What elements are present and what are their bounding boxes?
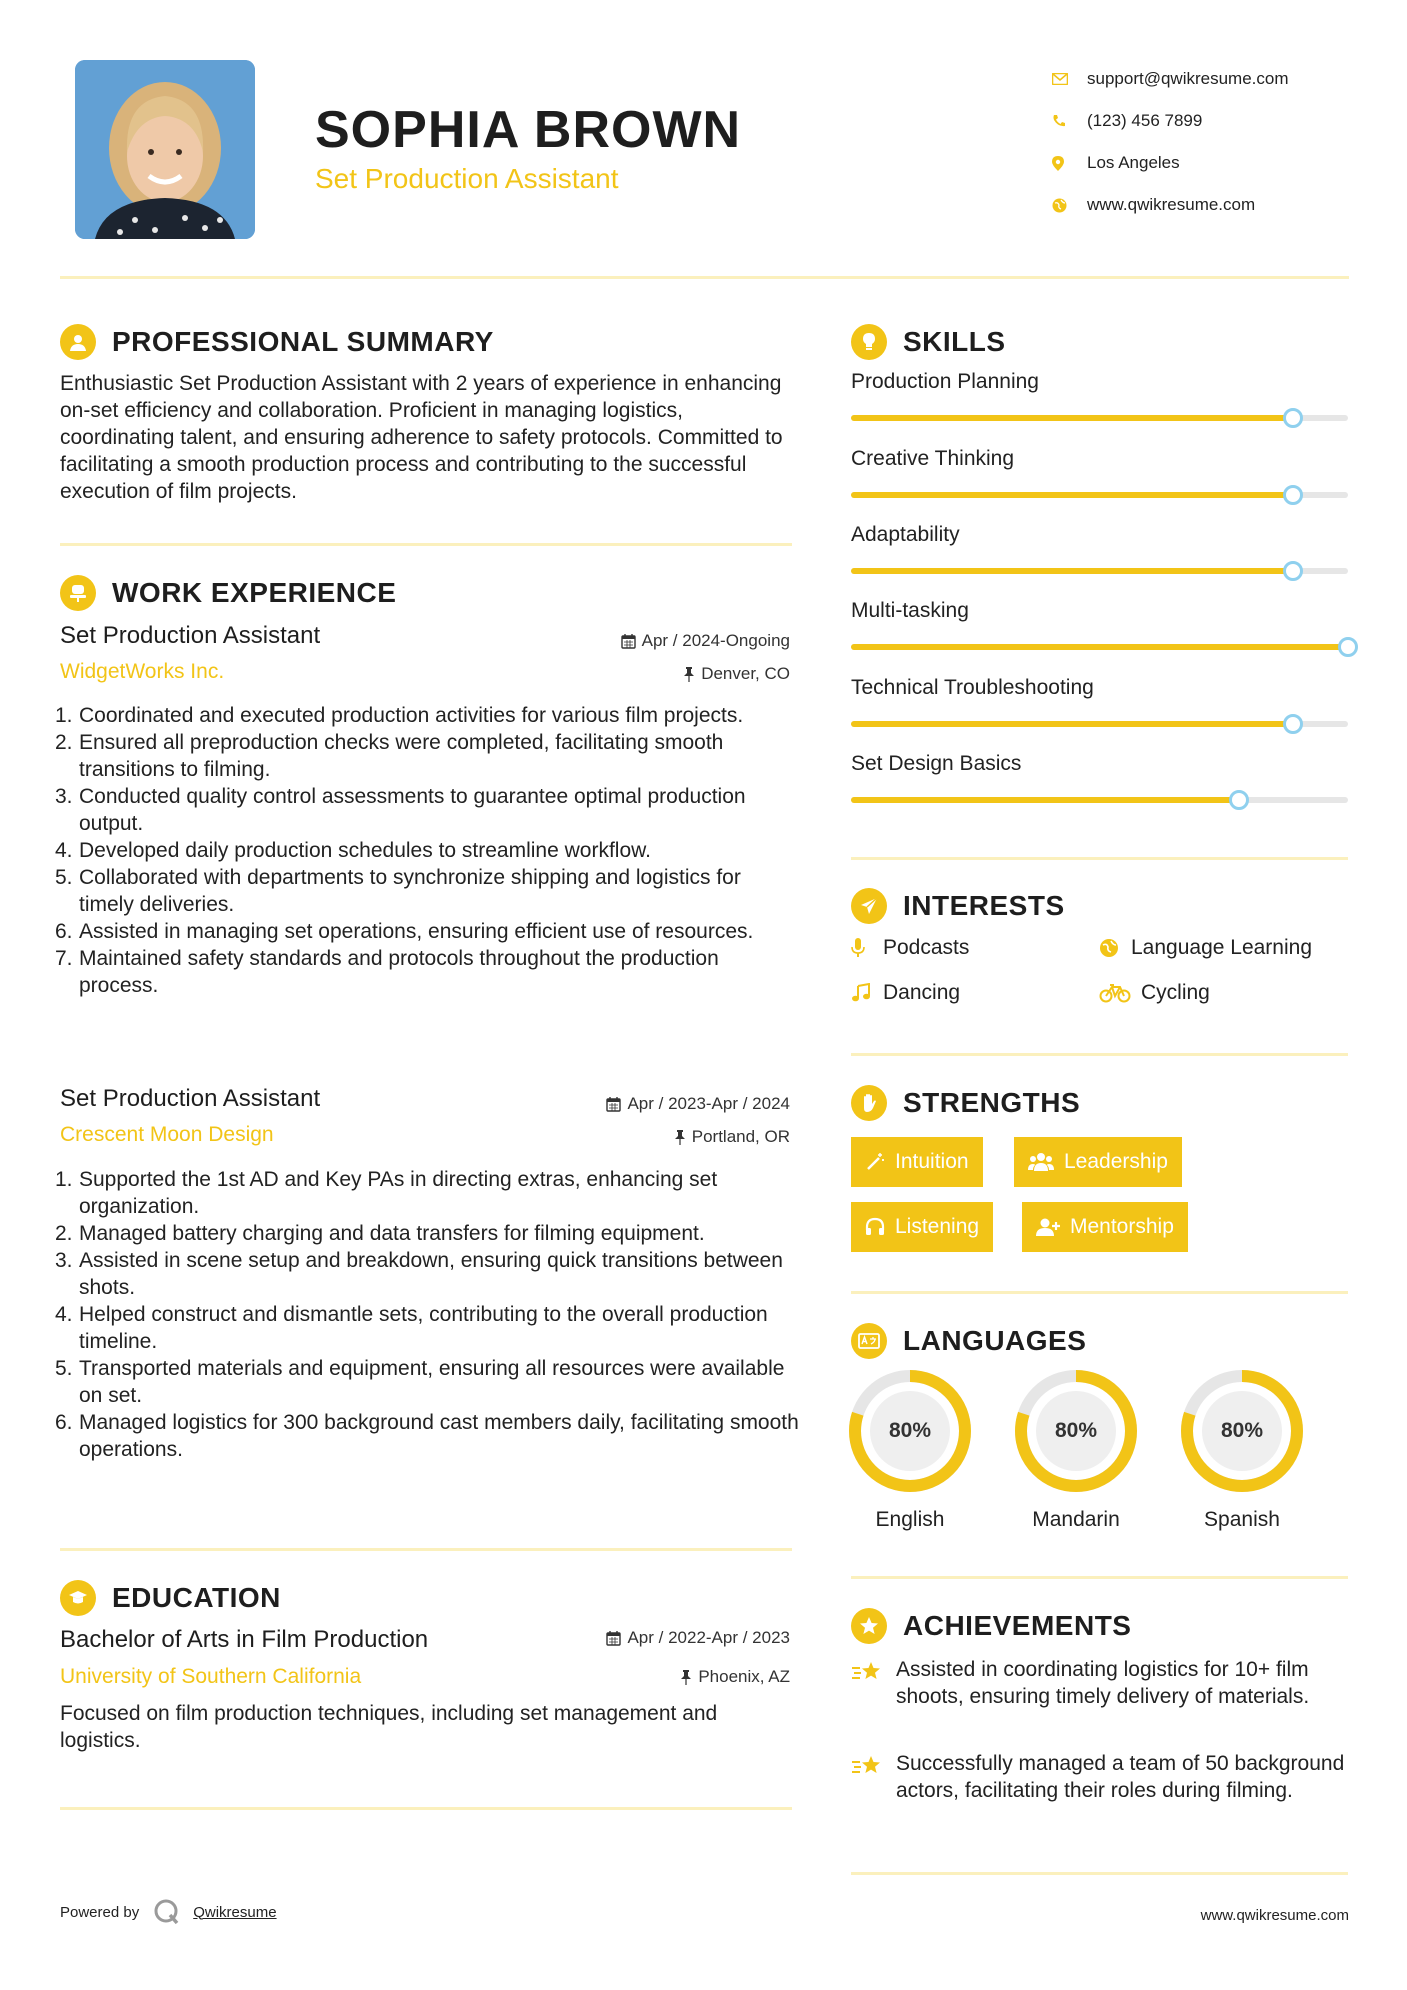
language-item — [849, 1370, 971, 1531]
skill-track — [851, 644, 1348, 650]
language-name: Mandarin — [1032, 1508, 1120, 1531]
contact-location — [1052, 142, 1392, 184]
education-divider — [60, 1807, 792, 1810]
contact-email — [1052, 58, 1392, 100]
skill-knob — [1338, 637, 1358, 657]
job-duties-list — [55, 1166, 800, 1463]
job-location-text: Portland, OR — [691, 1127, 790, 1146]
skill-track — [851, 797, 1348, 803]
interest-name: Dancing — [883, 981, 961, 1004]
achievements-title: ACHIEVEMENTS — [903, 1610, 1132, 1641]
candidate-role: Set Production Assistant — [315, 163, 619, 194]
skill-item — [851, 752, 1351, 776]
globe-icon — [1052, 198, 1087, 213]
interest-item — [1099, 981, 1210, 1005]
shooting-star-icon — [851, 1750, 896, 1804]
skill-item — [851, 676, 1351, 700]
calendar-icon — [606, 1097, 621, 1112]
magic-wand-icon — [865, 1152, 885, 1172]
skill-track — [851, 568, 1348, 574]
list-item: 2. Ensured all preproduction checks were completed, facilitating smooth transitions to filming. — [55, 731, 724, 781]
language-percent: 80% — [1220, 1419, 1264, 1442]
education-description: Focused on film production techniques, including set management and logistics. — [60, 1702, 718, 1752]
website-text: www.qwikresume.com — [1087, 195, 1256, 214]
skill-name: Technical Troubleshooting — [851, 676, 1094, 699]
skill-item — [851, 447, 1351, 471]
headphones-icon — [865, 1217, 885, 1237]
strength-label: Listening — [895, 1215, 980, 1238]
globe-icon — [1099, 938, 1131, 958]
language-name: English — [875, 1508, 945, 1531]
education-title: EDUCATION — [112, 1582, 281, 1613]
interest-name: Language Learning — [1131, 936, 1313, 959]
contact-block — [1052, 58, 1392, 226]
music-note-icon — [851, 983, 883, 1003]
skill-name: Creative Thinking — [851, 447, 1015, 470]
list-item: 6. Managed logistics for 300 background cast members daily, facilitating smooth operations. — [55, 1411, 799, 1461]
envelope-icon — [1052, 73, 1087, 85]
list-item: 1. Coordinated and executed production activities for various film projects. — [55, 704, 744, 727]
strengths-title: STRENGTHS — [903, 1087, 1081, 1118]
phone-icon — [1052, 114, 1087, 128]
users-icon — [1028, 1152, 1054, 1172]
strength-chip — [1022, 1202, 1188, 1252]
skill-name: Set Design Basics — [851, 752, 1022, 775]
skill-knob — [1283, 408, 1303, 428]
experience-divider — [60, 1548, 792, 1551]
skill-fill — [851, 797, 1239, 803]
skill-item — [851, 370, 1351, 394]
education-dates — [606, 1628, 790, 1648]
skill-track — [851, 721, 1348, 727]
job-dates — [606, 1094, 790, 1114]
skill-name: Multi-tasking — [851, 599, 969, 622]
header-divider — [60, 276, 1349, 279]
brand-link[interactable]: Qwikresume — [193, 1903, 277, 1921]
strength-chip — [1014, 1137, 1182, 1187]
summary-header — [60, 324, 494, 360]
phone-text: (123) 456 7899 — [1087, 111, 1203, 130]
user-plus-icon — [1036, 1217, 1060, 1237]
achievement-text: Successfully managed a team of 50 background actors, facilitating their roles during filming. — [896, 1752, 1345, 1802]
degree-name: Bachelor of Arts in Film Production — [60, 1626, 429, 1653]
list-item: 4. Developed daily production schedules to streamline workflow. — [55, 839, 651, 862]
experience-header — [60, 575, 396, 611]
skills-header — [851, 324, 1006, 360]
achievements-header — [851, 1608, 1131, 1644]
languages-header — [851, 1323, 1086, 1359]
footer-website[interactable]: www.qwikresume.com — [1200, 1907, 1349, 1924]
summary-text: Enthusiastic Set Production Assistant with 2 years of experience in enhancing on-set efficiency and collaboration. Proficient in managing logistics, coordinating talent, and ensuring adherence to safety protocols. Committed to facilitating a smooth production process and contributing to the successful execution of film projects. — [60, 372, 783, 503]
skill-fill — [851, 721, 1293, 727]
achievements-divider — [851, 1872, 1348, 1875]
language-percent: 80% — [888, 1419, 932, 1442]
hand-icon — [851, 1085, 887, 1121]
bicycle-icon — [1099, 983, 1141, 1003]
strength-chip — [851, 1137, 983, 1187]
graduation-cap-icon — [60, 1580, 96, 1616]
calendar-icon — [621, 634, 636, 649]
skill-item — [851, 523, 1351, 547]
list-item: 3. Conducted quality control assessments to guarantee optimal production output. — [55, 785, 746, 835]
job-location-text: Denver, CO — [701, 664, 790, 683]
list-item: 7. Maintained safety standards and protocols throughout the production process. — [55, 947, 719, 997]
skill-fill — [851, 644, 1348, 650]
skill-fill — [851, 415, 1293, 421]
company-name: WidgetWorks Inc. — [60, 660, 225, 683]
qwikresume-logo-icon — [153, 1898, 181, 1926]
language-item — [1015, 1370, 1137, 1531]
profile-photo — [75, 60, 255, 239]
skill-knob — [1283, 485, 1303, 505]
interest-name: Podcasts — [883, 936, 970, 959]
interests-divider — [851, 1053, 1348, 1056]
star-badge-icon — [851, 1608, 887, 1644]
email-text: support@qwikresume.com — [1087, 69, 1289, 88]
contact-phone — [1052, 100, 1392, 142]
interest-item — [1099, 936, 1312, 960]
job-location — [674, 1127, 790, 1147]
company-name: Crescent Moon Design — [60, 1123, 274, 1146]
education-dates-text: Apr / 2022-Apr / 2023 — [627, 1628, 790, 1647]
job-duties-list — [55, 702, 800, 999]
location-text: Los Angeles — [1087, 153, 1180, 172]
list-item: 4. Helped construct and dismantle sets, contributing to the overall production timeline. — [55, 1303, 768, 1353]
job-location — [683, 664, 790, 684]
strength-label: Mentorship — [1070, 1215, 1174, 1238]
list-item: 1. Supported the 1st AD and Key PAs in directing extras, enhancing set organization. — [55, 1168, 718, 1218]
skill-item — [851, 599, 1351, 623]
job-title: Set Production Assistant — [60, 1085, 321, 1112]
interests-header — [851, 888, 1065, 924]
skill-knob — [1229, 790, 1249, 810]
strength-label: Intuition — [895, 1150, 969, 1173]
language-name: Spanish — [1204, 1508, 1280, 1531]
education-location — [680, 1667, 790, 1687]
job-dates — [621, 631, 790, 651]
language-card-icon — [851, 1323, 887, 1359]
strength-chip — [851, 1202, 993, 1252]
education-header — [60, 1580, 281, 1616]
list-item: 6. Assisted in managing set operations, ensuring efficient use of resources. — [55, 920, 754, 943]
skills-divider — [851, 857, 1348, 860]
strength-label: Leadership — [1064, 1150, 1168, 1173]
skills-title: SKILLS — [903, 326, 1006, 357]
languages-divider — [851, 1576, 1348, 1579]
school-name: University of Southern California — [60, 1665, 362, 1688]
summary-title: PROFESSIONAL SUMMARY — [112, 326, 494, 357]
list-item: 5. Collaborated with departments to synchronize shipping and logistics for timely deliveries. — [55, 866, 741, 916]
strengths-divider — [851, 1291, 1348, 1294]
footer-powered-by — [60, 1898, 277, 1926]
user-icon — [60, 324, 96, 360]
language-percent: 80% — [1054, 1419, 1098, 1442]
achievement-text: Assisted in coordinating logistics for 10+ film shoots, ensuring timely delivery of materials. — [896, 1658, 1310, 1708]
powered-by-text: Powered by — [60, 1903, 140, 1921]
job-dates-text: Apr / 2023-Apr / 2024 — [627, 1094, 790, 1113]
skill-knob — [1283, 714, 1303, 734]
education-location-text: Phoenix, AZ — [698, 1667, 790, 1686]
skill-name: Production Planning — [851, 370, 1039, 393]
skill-track — [851, 415, 1348, 421]
skill-fill — [851, 492, 1293, 498]
summary-divider — [60, 543, 792, 546]
job-title: Set Production Assistant — [60, 622, 321, 649]
pushpin-icon — [680, 1670, 692, 1685]
skill-fill — [851, 568, 1293, 574]
list-item: 5. Transported materials and equipment, ensuring all resources were available on set. — [55, 1357, 785, 1407]
map-pin-icon — [1052, 156, 1087, 171]
lightbulb-icon — [851, 324, 887, 360]
shooting-star-icon — [851, 1656, 896, 1710]
list-item: 2. Managed battery charging and data transfers for filming equipment. — [55, 1222, 705, 1245]
achievement-item — [851, 1750, 1351, 1804]
interests-title: INTERESTS — [903, 890, 1065, 921]
language-item — [1181, 1370, 1303, 1531]
languages-title: LANGUAGES — [903, 1325, 1087, 1356]
job-dates-text: Apr / 2024-Ongoing — [641, 631, 790, 650]
pushpin-icon — [683, 667, 695, 682]
interest-name: Cycling — [1141, 981, 1210, 1004]
skill-track — [851, 492, 1348, 498]
skill-name: Adaptability — [851, 523, 960, 546]
calendar-icon — [606, 1631, 621, 1646]
microphone-icon — [851, 938, 883, 958]
interest-item — [851, 981, 960, 1005]
skill-knob — [1283, 561, 1303, 581]
contact-website — [1052, 184, 1392, 226]
candidate-name: SOPHIA BROWN — [315, 101, 742, 159]
pushpin-icon — [674, 1130, 686, 1145]
briefcase-chair-icon — [60, 575, 96, 611]
achievement-item — [851, 1656, 1351, 1710]
experience-title: WORK EXPERIENCE — [112, 577, 397, 608]
interest-item — [851, 936, 969, 960]
strengths-header — [851, 1085, 1080, 1121]
paper-plane-icon — [851, 888, 887, 924]
list-item: 3. Assisted in scene setup and breakdown, ensuring quick transitions between shots. — [55, 1249, 783, 1299]
